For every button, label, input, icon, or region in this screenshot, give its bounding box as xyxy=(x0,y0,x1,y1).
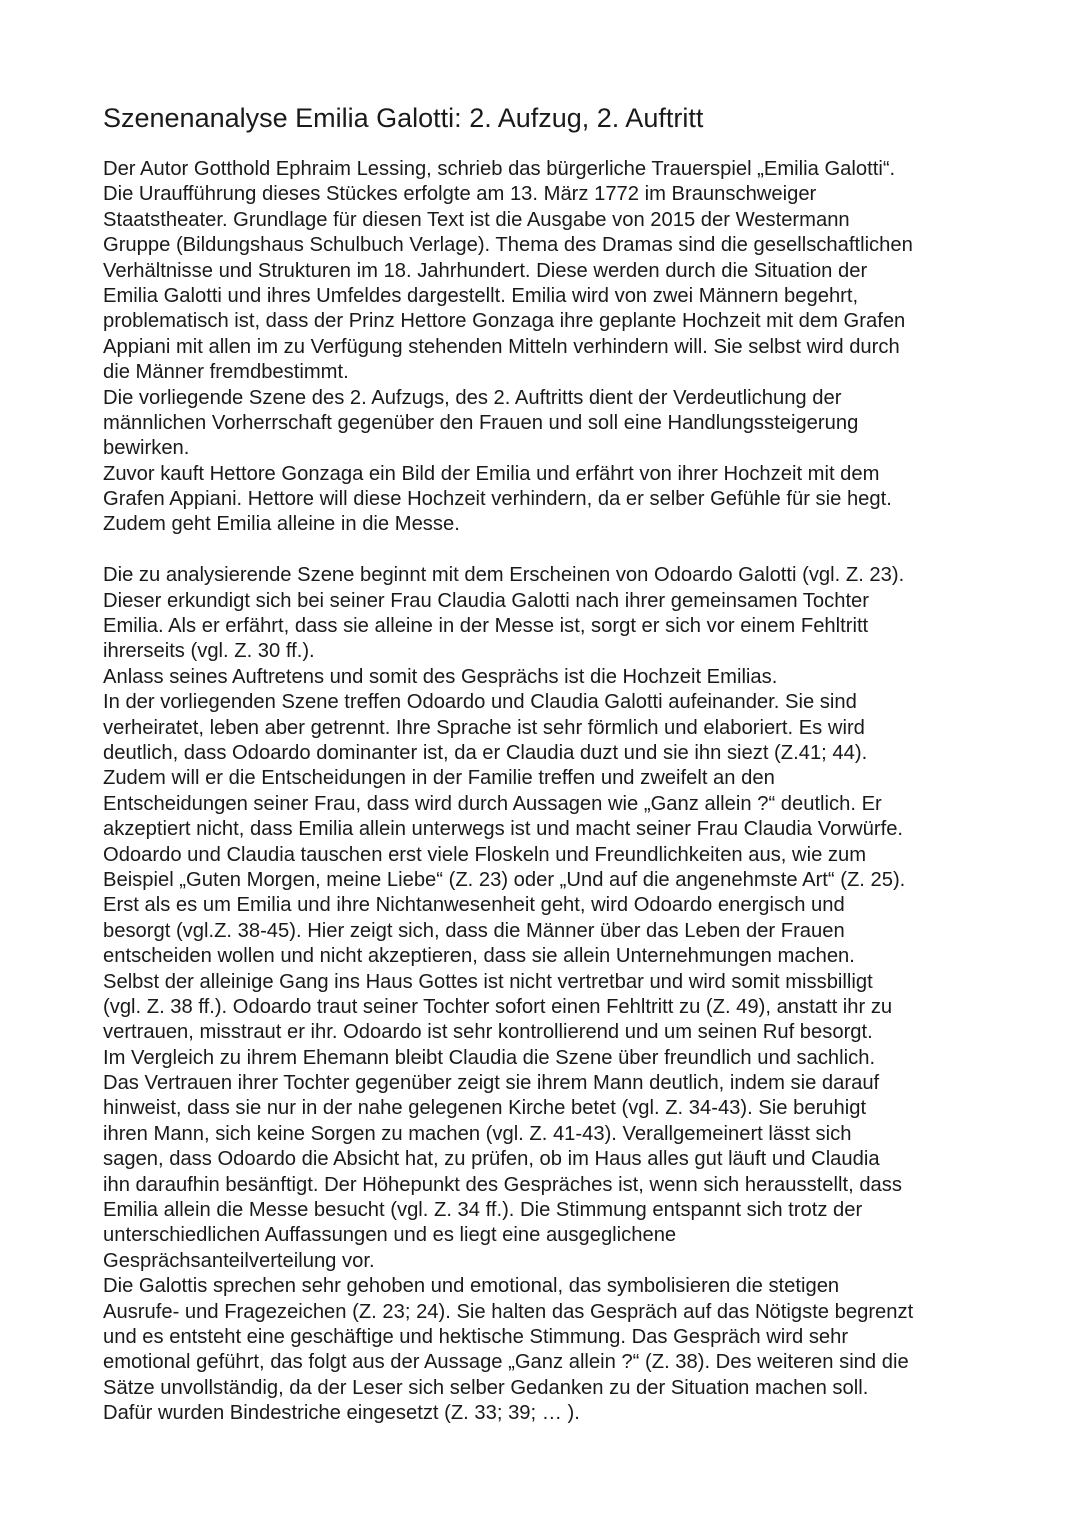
text-line: Odoardo und Claudia tauschen erst viele Floskeln und Freundlichkeiten aus, wie zum xyxy=(103,843,867,866)
text-line: Grafen Appiani. Hettore will diese Hochzeit verhindern, da er selber Gefühle für sie hegt. xyxy=(103,488,892,511)
page-title: Szenenanalyse Emilia Galotti: 2. Aufzug, 2. Auftritt xyxy=(103,103,704,133)
text-line: Zudem will er die Entscheidungen in der Familie treffen und zweifelt an den xyxy=(103,767,775,790)
text-line: vertrauen, misstraut er ihr. Odoardo ist sehr kontrollierend und um seinen Ruf besorgt. xyxy=(103,1021,873,1044)
document-page xyxy=(103,100,983,1427)
text-line: Die vorliegende Szene des 2. Aufzugs, des 2. Auftritts dient der Verdeutlichung der xyxy=(103,386,842,409)
text-line: akzeptiert nicht, dass Emilia allein unterwegs ist und macht seiner Frau Claudia Vorwürfe. xyxy=(103,818,904,841)
text-line: hinweist, dass sie nur in der nahe gelegenen Kirche betet (vgl. Z. 34-43). Sie beruhigt xyxy=(103,1097,867,1120)
text-line: emotional geführt, das folgt aus der Aussage „Ganz allein ?“ (Z. 38). Des weiteren sind die xyxy=(103,1351,909,1374)
text-line: Der Autor Gotthold Ephraim Lessing, schrieb das bürgerliche Trauerspiel „Emilia Galotti“. xyxy=(103,158,896,180)
text-line: männlichen Vorherrschaft gegenüber den Frauen und soll eine Handlungssteigerung xyxy=(103,411,859,434)
text-line: Sätze unvollständig, da der Leser sich selber Gedanken zu der Situation machen soll. xyxy=(103,1376,869,1399)
text-line: Entscheidungen seiner Frau, dass wird durch Aussagen wie „Ganz allein ?“ deutlich. Er xyxy=(103,792,882,815)
text-line: Die Uraufführung dieses Stückes erfolgte am 13. März 1772 im Braunschweiger xyxy=(103,183,817,206)
text-line: besorgt (vgl.Z. 38-45). Hier zeigt sich, dass die Männer über das Leben der Frauen xyxy=(103,919,845,942)
text-line: ihren Mann, sich keine Sorgen zu machen (vgl. Z. 41-43). Verallgemeinert lässt sich xyxy=(103,1122,852,1145)
text-line: Gruppe (Bildungshaus Schulbuch Verlage). Thema des Dramas sind die gesellschaftlichen xyxy=(103,234,913,257)
text-line: (vgl. Z. 38 ff.). Odoardo traut seiner Tochter sofort einen Fehltritt zu (Z. 49), anstatt ihr zu xyxy=(103,995,893,1018)
text-line: Zuvor kauft Hettore Gonzaga ein Bild der Emilia und erfährt von ihrer Hochzeit mit dem xyxy=(103,462,880,485)
text-line: Die Galottis sprechen sehr gehoben und emotional, das symbolisieren die stetigen xyxy=(103,1275,840,1298)
paragraph-block-intro xyxy=(103,157,983,538)
text-line: problematisch ist, dass der Prinz Hettore Gonzaga ihre geplante Hochzeit mit dem Grafen xyxy=(103,310,906,333)
text-line: Beispiel „Guten Morgen, meine Liebe“ (Z. 23) oder „Und auf die angenehmste Art“ (Z. 25). xyxy=(103,868,906,891)
text-line: deutlich, dass Odoardo dominanter ist, da er Claudia duzt und sie ihn siezt (Z.41; 44). xyxy=(103,741,868,764)
text-line: die Männer fremdbestimmt. xyxy=(103,361,349,384)
paragraph-block-analysis xyxy=(103,563,983,1426)
text-line: Appiani mit allen im zu Verfügung stehenden Mitteln verhindern will. Sie selbst wird durch xyxy=(103,335,900,358)
paragraph-gap xyxy=(103,538,983,563)
text-line: und es entsteht eine geschäftige und hektische Stimmung. Das Gespräch wird sehr xyxy=(103,1325,849,1348)
text-line: Dafür wurden Bindestriche eingesetzt (Z. 33; 39; … ). xyxy=(103,1402,580,1425)
text-line: Selbst der alleinige Gang ins Haus Gottes ist nicht vertretbar und wird somit missbilligt xyxy=(103,970,873,993)
text-line: Das Vertrauen ihrer Tochter gegenüber zeigt sie ihrem Mann deutlich, indem sie darauf xyxy=(103,1072,880,1095)
text-line: verheiratet, leben aber getrennt. Ihre Sprache ist sehr förmlich und elaboriert. Es wird xyxy=(103,716,865,739)
text-line: Anlass seines Auftretens und somit des Gesprächs ist die Hochzeit Emilias. xyxy=(103,665,778,688)
text-line: Erst als es um Emilia und ihre Nichtanwesenheit geht, wird Odoardo energisch und xyxy=(103,894,845,917)
text-line: Staatstheater. Grundlage für diesen Text ist die Ausgabe von 2015 der Westermann xyxy=(103,208,850,231)
text-line: Emilia Galotti und ihres Umfeldes dargestellt. Emilia wird von zwei Männern begehrt, xyxy=(103,284,859,307)
text-line: Verhältnisse und Strukturen im 18. Jahrhundert. Diese werden durch die Situation der xyxy=(103,259,868,282)
text-line: ihrerseits (vgl. Z. 30 ff.). xyxy=(103,640,315,663)
text-line: ihn daraufhin besänftigt. Der Höhepunkt des Gespräches ist, wenn sich herausstellt, dass xyxy=(103,1173,902,1196)
text-line: In der vorliegenden Szene treffen Odoardo und Claudia Galotti aufeinander. Sie sind xyxy=(103,691,857,714)
text-line: Zudem geht Emilia alleine in die Messe. xyxy=(103,513,460,536)
text-line: Im Vergleich zu ihrem Ehemann bleibt Claudia die Szene über freundlich und sachlich. xyxy=(103,1046,876,1069)
text-line: unterschiedlichen Auffassungen und es liegt eine ausgeglichene xyxy=(103,1224,677,1247)
text-line: Dieser erkundigt sich bei seiner Frau Claudia Galotti nach ihrer gemeinsamen Tochter xyxy=(103,589,870,612)
text-line: Emilia allein die Messe besucht (vgl. Z. 34 ff.). Die Stimmung entspannt sich trotz der xyxy=(103,1199,863,1222)
text-line: sagen, dass Odoardo die Absicht hat, zu prüfen, ob im Haus alles gut läuft und Claudia xyxy=(103,1148,880,1171)
text-line: Die zu analysierende Szene beginnt mit dem Erscheinen von Odoardo Galotti (vgl. Z. 23). xyxy=(103,564,905,587)
text-line: bewirken. xyxy=(103,437,190,460)
text-line: Emilia. Als er erfährt, dass sie alleine in der Messe ist, sorgt er sich vor einem Fehltritt xyxy=(103,615,869,638)
text-line: entscheiden wollen und nicht akzeptieren, dass sie allein Unternehmungen machen. xyxy=(103,945,855,968)
text-line: Ausrufe- und Fragezeichen (Z. 23; 24). Sie halten das Gespräch auf das Nötigste begrenzt xyxy=(103,1300,914,1323)
text-line: Gesprächsanteilverteilung vor. xyxy=(103,1249,375,1272)
